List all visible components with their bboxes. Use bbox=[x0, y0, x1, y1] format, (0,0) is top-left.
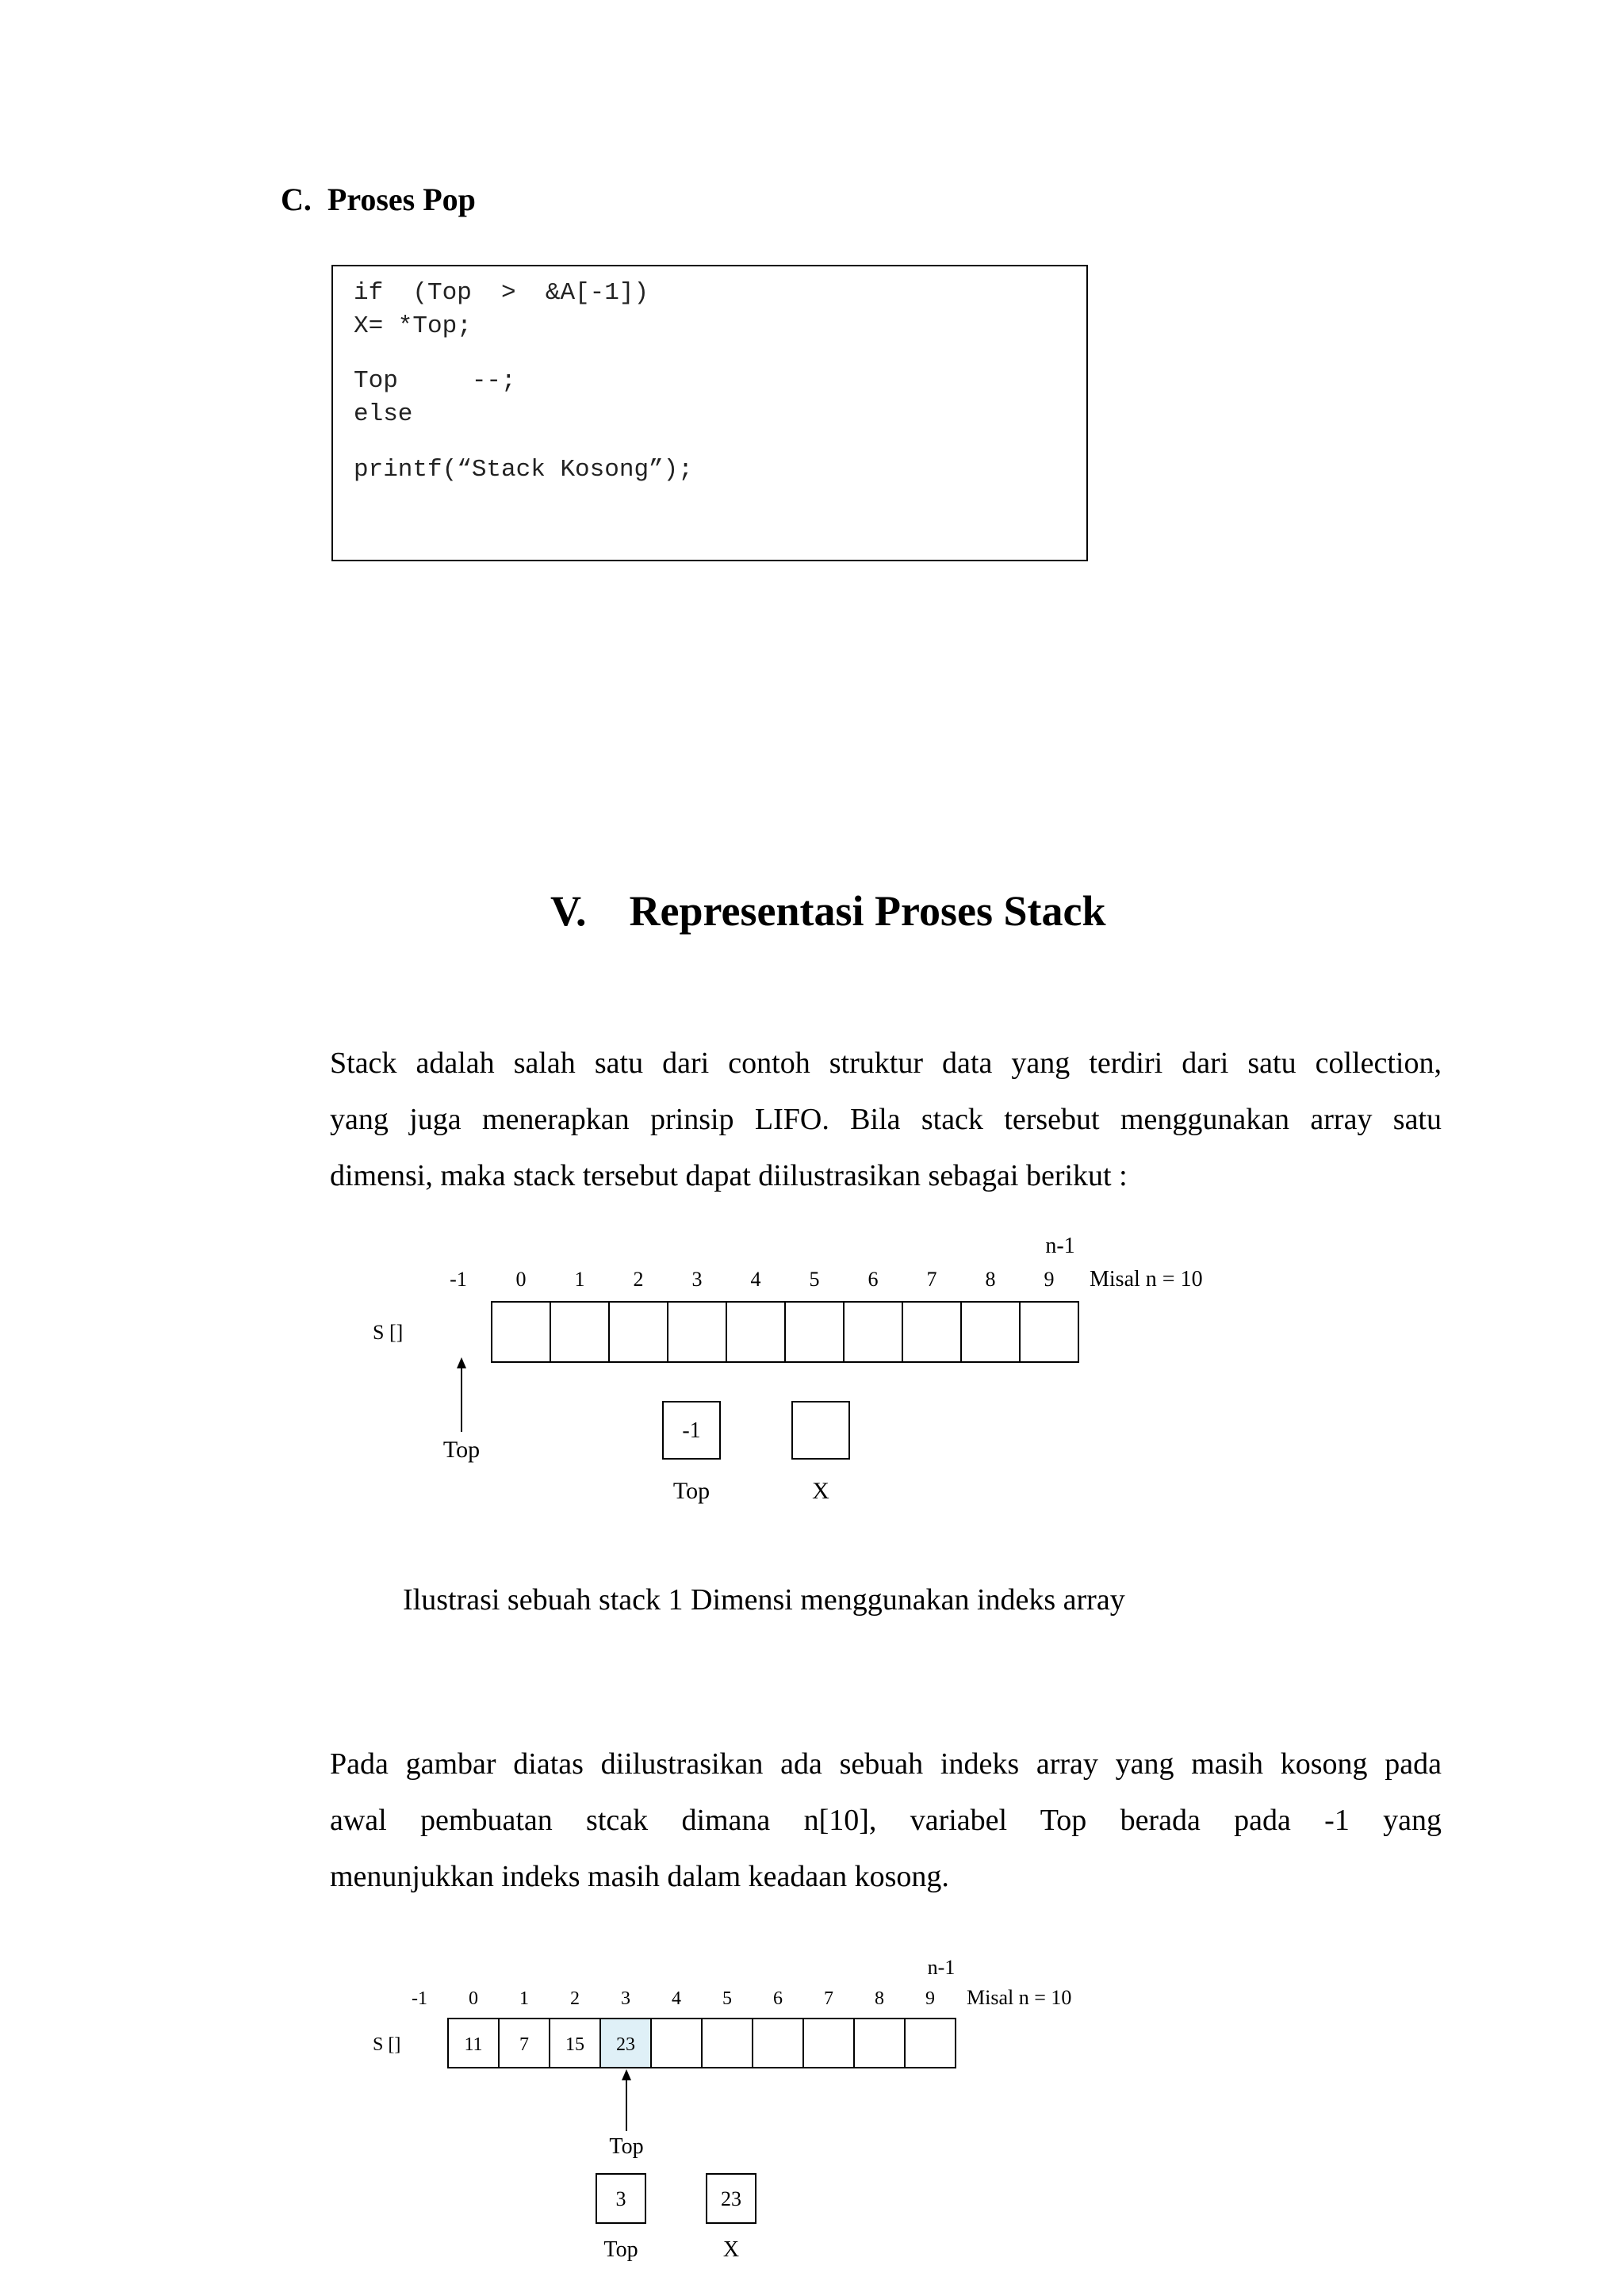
paragraph-line: Stack adalah salah satu dari contoh struktur data yang terdiri dari satu collection, bbox=[330, 1047, 1442, 1080]
top-value: 3 bbox=[615, 2187, 626, 2210]
array-cell bbox=[961, 1302, 1020, 1362]
array-cell bbox=[902, 1302, 961, 1362]
paragraph-line: menunjukkan indeks masih dalam keadaan kosong. bbox=[330, 1860, 949, 1893]
cell-value: 23 bbox=[616, 2034, 635, 2055]
paragraph-line: Pada gambar diatas diilustrasikan ada sebuah indeks array yang masih kosong pada bbox=[330, 1747, 1442, 1781]
array-cell bbox=[785, 1302, 844, 1362]
index-label: 4 bbox=[750, 1268, 761, 1291]
index-label: 0 bbox=[469, 1988, 478, 2009]
stack-figure-filled bbox=[373, 1956, 1071, 2262]
array-cell bbox=[854, 2019, 905, 2068]
cell-value: 7 bbox=[519, 2034, 529, 2055]
x-value: 23 bbox=[721, 2187, 741, 2210]
top-arrow-label: Top bbox=[609, 2134, 644, 2159]
paragraph-line: awal pembuatan stcak dimana n[10], variabel Top berada pada -1 yang bbox=[330, 1804, 1442, 1837]
n-minus-1-label: n-1 bbox=[1045, 1234, 1075, 1258]
array-label: S [] bbox=[373, 1321, 404, 1344]
index-label: 9 bbox=[1044, 1268, 1055, 1291]
array-label: S [] bbox=[373, 2034, 401, 2055]
index-label: 3 bbox=[621, 1988, 630, 2009]
index-label: 8 bbox=[875, 1988, 884, 2009]
index-label: 8 bbox=[985, 1268, 996, 1291]
array-cell bbox=[844, 1302, 902, 1362]
index-label: 3 bbox=[691, 1268, 703, 1291]
section-label: C. bbox=[281, 182, 312, 217]
index-label: -1 bbox=[450, 1268, 467, 1291]
array-cell bbox=[609, 1302, 668, 1362]
index-label: 5 bbox=[809, 1268, 820, 1291]
index-label: 7 bbox=[926, 1268, 937, 1291]
index-label: 5 bbox=[722, 1988, 732, 2009]
array-cell bbox=[492, 1302, 550, 1362]
x-value-box bbox=[792, 1402, 849, 1459]
index-label: 2 bbox=[570, 1988, 580, 2009]
index-label: 6 bbox=[868, 1268, 879, 1291]
figure-caption: Ilustrasi sebuah stack 1 Dimensi menggunakan indeks array bbox=[403, 1583, 1125, 1617]
index-label: 7 bbox=[824, 1988, 833, 2009]
stack-figure-empty bbox=[373, 1234, 1203, 1504]
top-value: -1 bbox=[682, 1418, 701, 1443]
x-box-label: X bbox=[812, 1478, 829, 1504]
paragraph-line: yang juga menerapkan prinsip LIFO. Bila stack tersebut menggunakan array satu bbox=[330, 1103, 1442, 1136]
top-arrow-head bbox=[457, 1357, 466, 1368]
code-line: Top --; bbox=[354, 367, 516, 395]
cell-value: 11 bbox=[464, 2034, 483, 2055]
chapter-number: V. bbox=[550, 887, 587, 935]
array-cell bbox=[753, 2019, 803, 2068]
code-line: if (Top > &A[-1]) bbox=[354, 279, 649, 307]
array-cell bbox=[726, 1302, 785, 1362]
index-label: 4 bbox=[672, 1988, 681, 2009]
code-line: X= *Top; bbox=[354, 312, 472, 340]
array-cell bbox=[803, 2019, 854, 2068]
top-box-label: Top bbox=[603, 2237, 638, 2262]
index-label: 2 bbox=[633, 1268, 644, 1291]
code-line: else bbox=[354, 400, 413, 428]
section-title: Proses Pop bbox=[327, 182, 476, 217]
chapter-title: Representasi Proses Stack bbox=[629, 887, 1106, 935]
array-cell bbox=[905, 2019, 956, 2068]
array-cell bbox=[668, 1302, 726, 1362]
index-label: 6 bbox=[773, 1988, 783, 2009]
paragraph-line: dimensi, maka stack tersebut dapat diilustrasikan sebagai berikut : bbox=[330, 1159, 1128, 1192]
top-arrow-head bbox=[622, 2069, 631, 2080]
array-cell bbox=[702, 2019, 753, 2068]
array-cell bbox=[651, 2019, 702, 2068]
x-box-label: X bbox=[722, 2237, 740, 2262]
top-arrow-label: Top bbox=[442, 1437, 481, 1463]
top-box-label: Top bbox=[672, 1478, 710, 1504]
index-label: 1 bbox=[519, 1988, 529, 2009]
code-line: printf(“Stack Kosong”); bbox=[354, 456, 693, 484]
misal-label: Misal n = 10 bbox=[967, 1986, 1072, 2009]
index-label: 0 bbox=[515, 1268, 527, 1291]
index-label: 1 bbox=[574, 1268, 585, 1291]
cell-value: 15 bbox=[565, 2034, 584, 2055]
array-cell bbox=[1020, 1302, 1078, 1362]
index-label: 9 bbox=[925, 1988, 935, 2009]
paragraph-explanation bbox=[330, 1736, 1442, 1905]
misal-label: Misal n = 10 bbox=[1090, 1267, 1203, 1292]
index-label: -1 bbox=[412, 1988, 427, 2009]
array-cell bbox=[550, 1302, 609, 1362]
n-minus-1-label: n-1 bbox=[927, 1956, 956, 1979]
